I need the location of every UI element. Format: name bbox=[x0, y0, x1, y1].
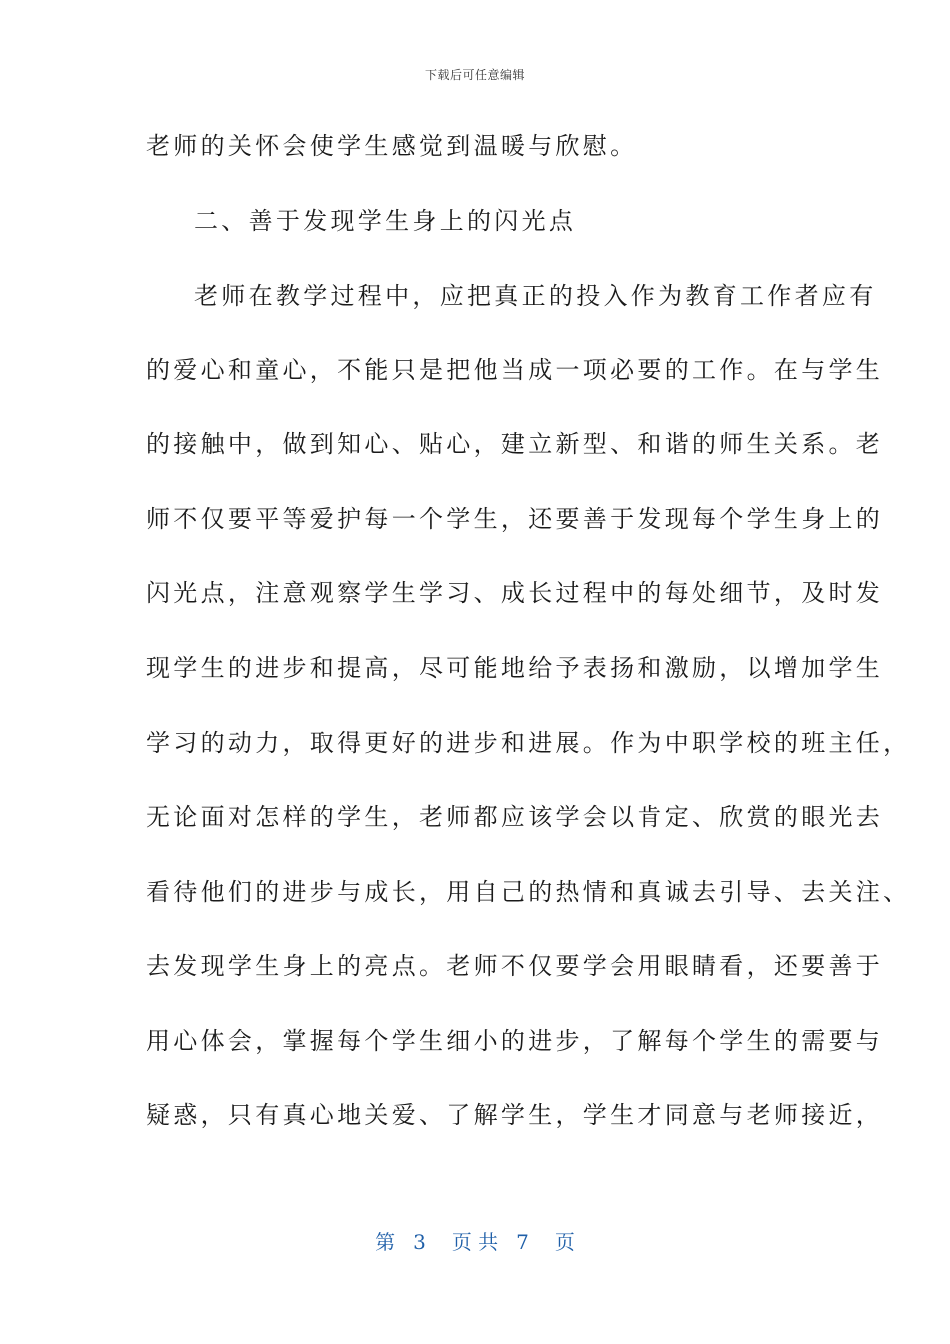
paragraph-line: 老师的关怀会使学生感觉到温暖与欣慰。 bbox=[146, 132, 638, 160]
paragraph-line: 师不仅要平等爱护每一个学生，还要善于发现每个学生身上的 bbox=[146, 505, 884, 533]
footer-prefix: 第 bbox=[375, 1230, 396, 1254]
paragraph-line: 闪光点，注意观察学生学习、成长过程中的每处细节，及时发 bbox=[146, 579, 884, 607]
page-footer bbox=[0, 1226, 950, 1255]
paragraph-line: 去发现学生身上的亮点。老师不仅要学会用眼睛看，还要善于 bbox=[146, 952, 884, 980]
paragraph-line: 疑惑，只有真心地关爱、了解学生，学生才同意与老师接近， bbox=[146, 1101, 884, 1129]
paragraph-line: 现学生的进步和提高，尽可能地给予表扬和激励，以增加学生 bbox=[146, 654, 884, 682]
section-heading: 二、善于发现学生身上的闪光点 bbox=[194, 207, 577, 235]
paragraph-line: 学习的动力，取得更好的进步和进展。作为中职学校的班主任， bbox=[146, 729, 911, 757]
paragraph-line: 无论面对怎样的学生，老师都应该学会以肯定、欣赏的眼光去 bbox=[146, 803, 884, 831]
total-pages-number: 7 bbox=[516, 1230, 529, 1254]
paragraph-line: 看待他们的进步与成长，用自己的热情和真诚去引导、去关注、 bbox=[146, 878, 911, 906]
current-page-number: 3 bbox=[413, 1230, 426, 1254]
header-note: 下载后可任意编辑 bbox=[424, 68, 525, 82]
footer-suffix: 页 bbox=[554, 1230, 575, 1254]
paragraph-line: 的爱心和童心，不能只是把他当成一项必要的工作。在与学生 bbox=[146, 356, 884, 384]
paragraph-line: 用心体会，掌握每个学生细小的进步，了解每个学生的需要与 bbox=[146, 1027, 884, 1055]
footer-middle: 页 共 bbox=[451, 1230, 499, 1254]
paragraph-line: 老师在教学过程中，应把真正的投入作为教育工作者应有 bbox=[194, 282, 877, 310]
paragraph-line: 的接触中，做到知心、贴心，建立新型、和谐的师生关系。老 bbox=[146, 430, 884, 458]
